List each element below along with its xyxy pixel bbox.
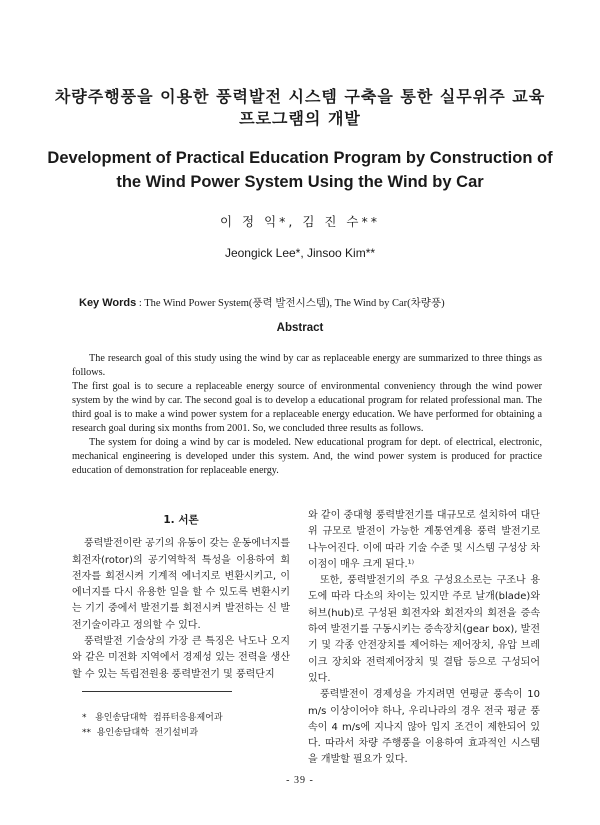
abstract-paragraph: The system for doing a wind by car is modeled. New educational program for dept. of electrical, electronic, mechanical engineering is developed under this system. And, the wind power system is produced for practice education of demonstration for replaceable energy. <box>72 437 542 476</box>
english-authors: Jeongick Lee*, Jinsoo Kim** <box>224 246 376 260</box>
korean-title-line-1: 차량주행풍을 이용한 풍력발전 시스템 구축을 통한 실무위주 교육 <box>54 87 546 106</box>
footnote-1: * 용인송담대학 컴퓨터응용제어과 <box>82 713 223 723</box>
english-title-line-2: the Wind Power System Using the Wind by Car <box>116 173 484 191</box>
body-paragraph: 풍력발전 기술상의 가장 큰 특징은 낙도나 오지와 같은 미전화 지역에서 경제성 있는 전력을 생산할 수 있는 독립전원용 풍력발전기 및 풍력단지 <box>72 636 290 680</box>
korean-title-line-2: 프로그램의 개발 <box>239 109 361 128</box>
section-1-heading: 1. 서론 <box>163 514 199 526</box>
left-column <box>72 508 290 683</box>
page-number: - 39 - <box>286 775 314 786</box>
abstract-heading: Abstract <box>276 322 324 334</box>
abstract-body <box>72 352 542 478</box>
keywords-label: Key Words <box>79 297 137 309</box>
right-column <box>308 508 540 769</box>
abstract-paragraph: The research goal of this study using the wind by car as replaceable energy are summarized to three things as follows. <box>72 353 542 378</box>
korean-authors: 이 정 익*, 김 진 수** <box>219 214 381 229</box>
body-paragraph: 또한, 풍력발전기의 주요 구성요소로는 구조나 용도에 따라 다소의 차이는 있지만 주로 날개(blade)와 허브(hub)로 구성된 회전자와 회전자의 회전을 증속하여 발전기를 구동시키는 증속장치(gear box), 발전기 및 각종 안전장치를 제어하는 제어장치, 유압 브레이크 장치와 전력제어장치 및 결탑 등으로 구성되어 있다. <box>308 575 540 684</box>
footnotes <box>82 711 223 741</box>
keywords-text: : The Wind Power System(풍력 발전시스템), The Wind by Car(차량풍) <box>136 298 445 309</box>
keywords <box>79 295 549 310</box>
english-title-line-1: Development of Practical Education Program by Construction of <box>47 149 553 167</box>
body-paragraph: 와 같이 중대형 풍력발전기를 대규모로 설치하여 대단위 규모로 발전이 가능한 계통연계용 풍력 발전기로 나누어진다. 이에 따라 기술 수준 및 시스템 구성상 차이점이 매우 크게 된다.¹⁾ <box>308 510 540 570</box>
body-paragraph: 풍력발전이란 공기의 유동이 갖는 운동에너지를 회전자(rotor)의 공기역학적 특성을 이용하여 회전자를 회전시켜 기계적 에너지로 변환시키고, 이 에너지를 다시 유용한 일을 할 수 있도록 변환시키는 기기 중에서 발전기를 회전시켜 발전하는 신 발전기술이라고 정의할 수 있다. <box>72 538 290 631</box>
footnote-2: ** 용인송담대학 전기설비과 <box>82 728 199 738</box>
footnote-divider <box>82 691 232 692</box>
body-paragraph: 풍력발전이 경제성을 가지려면 연평균 풍속이 10 m/s 이상이어야 하나, 우리나라의 경우 전국 평균 풍속이 4 m/s에 지나지 않아 입지 조건이 제한되어 있다. 따라서 차량 주행풍을 이용하여 효과적인 시스템을 개발할 필요가 있다. <box>308 689 540 766</box>
abstract-paragraph: The first goal is to secure a replaceable energy source of environmental conveniency through the wind power system by the wind by car. The second goal is to develop a educational program for related professional man. The third goal is to make a wind power system for a replaceable energy education. We have performed for obtaining a research goal during six months from 2001. So, we concluded three results as follows. <box>72 381 542 434</box>
